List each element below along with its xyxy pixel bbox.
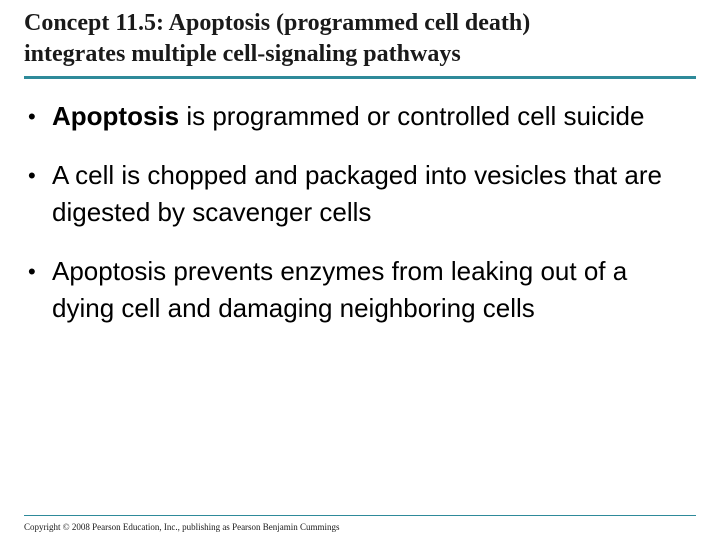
bullet-text: is programmed or controlled cell suicide [179, 101, 645, 131]
title-line-2: integrates multiple cell-signaling pathways [24, 41, 461, 67]
bullet-item-1 [28, 98, 688, 135]
copyright-footer: Copyright © 2008 Pearson Education, Inc., publishing as Pearson Benjamin Cummings [24, 522, 340, 532]
bullet-icon: • [28, 104, 36, 129]
title-divider [24, 76, 696, 79]
bullet-item-2 [28, 157, 688, 231]
bullet-icon: • [28, 259, 36, 284]
bullet-icon: • [28, 163, 36, 188]
footer-divider [24, 515, 696, 516]
slide-title [24, 8, 704, 70]
bullet-list [28, 98, 688, 349]
title-line-1: Concept 11.5: Apoptosis (programmed cell death) [24, 10, 531, 36]
bullet-item-3 [28, 253, 688, 327]
bullet-text: A cell is chopped and packaged into vesicles that are digested by scavenger cells [52, 160, 662, 227]
bullet-text: Apoptosis prevents enzymes from leaking out of a dying cell and damaging neighboring cells [52, 256, 628, 323]
bullet-term: Apoptosis [52, 101, 180, 131]
